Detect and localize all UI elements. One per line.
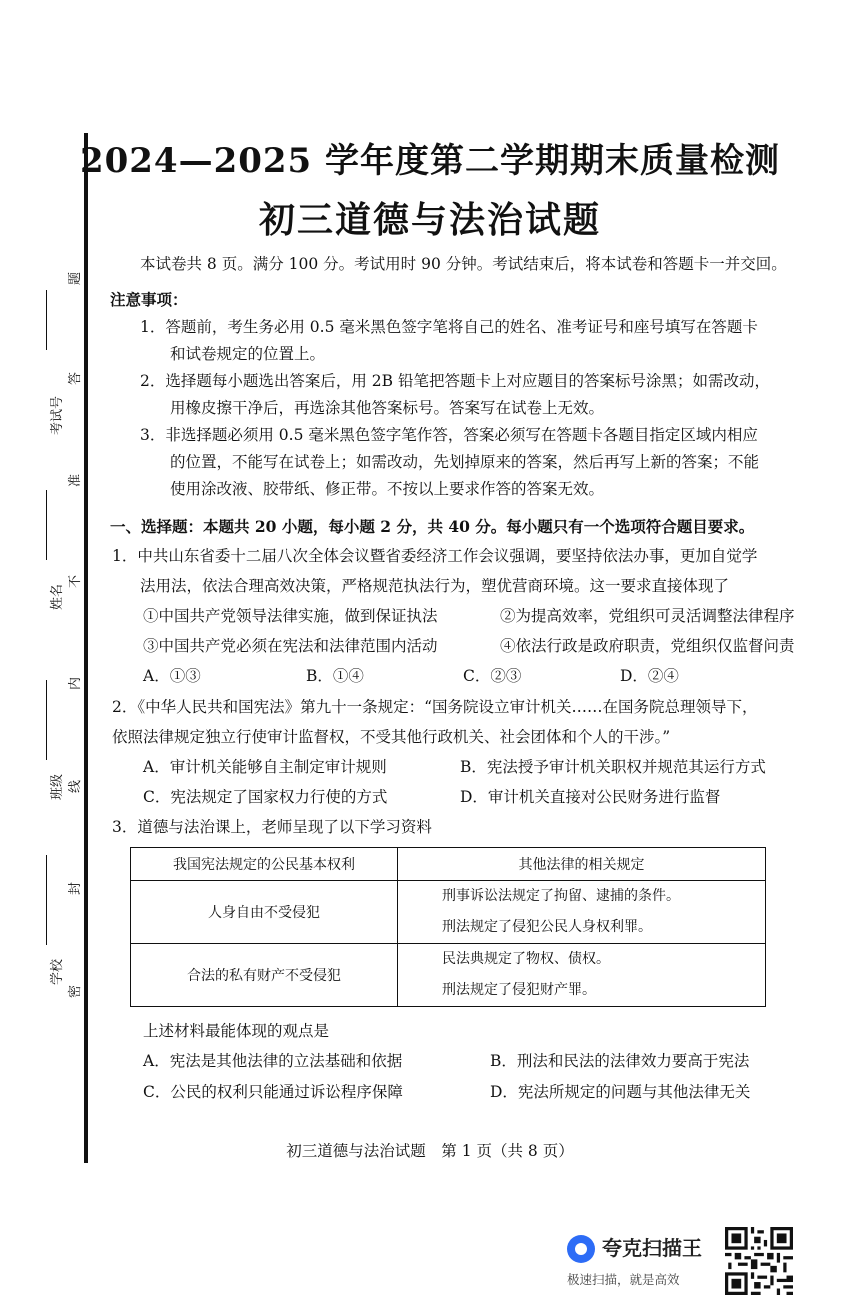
q3-stem: 3．道德与法治课上，老师呈现了以下学习资料: [112, 818, 432, 836]
q1-statement-4: ④依法行政是政府职责，党组织仅监督问责: [500, 637, 795, 655]
table-header-laws: 其他法律的相关规定: [398, 848, 766, 881]
q1-option-d: D．②④: [620, 667, 679, 685]
side-char-bu: 不: [68, 574, 83, 588]
note-1-line-1: 1．答题前，考生务必用 0.5 毫米黑色签字笔将自己的姓名、准考证号和座号填写在答题卡: [140, 318, 758, 336]
note-1-line-2: 和试卷规定的位置上。: [170, 345, 326, 363]
q2-option-b: B．宪法授予审计机关职权并规范其运行方式: [460, 758, 766, 776]
scanner-brand: 夸克扫描王: [602, 1236, 702, 1260]
table-cell-right-2: 合法的私有财产不受侵犯: [131, 944, 398, 1007]
table-cell-right-1: 人身自由不受侵犯: [131, 881, 398, 944]
underline-banji: [46, 680, 47, 760]
q1-stem-line-2: 法用法，依法合理高效决策，严格规范执法行为，塑优营商环境。这一要求直接体现了: [140, 577, 730, 595]
note-2-line-2: 用橡皮擦干净后，再选涂其他答案标号。答案写在试卷上无效。: [170, 399, 605, 417]
note-3-line-2: 的位置，不能写在试卷上；如需改动，先划掉原来的答案，然后再写上新的答案；不能: [170, 453, 760, 471]
q2-stem-line-2: 依照法律规定独立行使审计监督权，不受其他行政机关、社会团体和个人的干涉。”: [112, 728, 671, 746]
side-label-banji: 班级: [50, 773, 65, 800]
q3-material-table: [130, 847, 766, 1007]
qr-code-icon: [725, 1227, 793, 1295]
q2-option-d: D．审计机关直接对公民财务进行监督: [460, 788, 721, 806]
quark-logo-icon: [567, 1235, 595, 1263]
side-char-nei: 内: [68, 676, 83, 690]
q3-option-d: D．宪法所规定的问题与其他法律无关: [490, 1083, 751, 1101]
q1-statement-2: ②为提高效率，党组织可灵活调整法律程序: [500, 607, 795, 625]
note-2-line-1: 2．选择题每小题选出答案后，用 2B 铅笔把答题卡上对应题目的答案标号涂黑；如需改动，: [140, 372, 770, 390]
scanner-slogan: 极速扫描，就是高效: [567, 1272, 680, 1287]
table-cell-laws-1: [398, 881, 766, 944]
binding-line: [84, 133, 88, 1163]
q3-question: 上述材料最能体现的观点是: [143, 1022, 330, 1040]
q3-option-b: B．刑法和民法的法律效力要高于宪法: [490, 1052, 750, 1070]
q1-stem-line-1: 1．中共山东省委十二届八次全体会议暨省委经济工作会议强调，要坚持依法办事，更加自觉学: [112, 547, 758, 565]
note-3-line-3: 使用涂改液、胶带纸、修正带。不按以上要求作答的答案无效。: [170, 480, 605, 498]
q1-option-c: C．②③: [463, 667, 522, 685]
underline-xingming: [46, 490, 47, 560]
side-label-kaoshihao: 考试号: [50, 395, 65, 435]
table-cell-law-1b: 刑法规定了侵犯公民人身权利罪。: [442, 919, 652, 935]
table-row: [131, 944, 766, 1007]
table-row: [131, 881, 766, 944]
table-cell-law-1a: 刑事诉讼法规定了拘留、逮捕的条件。: [442, 888, 680, 904]
table-cell-laws-2: [398, 944, 766, 1007]
q2-stem-line-1: 2．《中华人民共和国宪法》第九十一条规定：“国务院设立审计机关……在国务院总理领导下，: [112, 698, 758, 716]
underline-xuexiao: [46, 855, 47, 945]
side-label-xingming: 姓名: [50, 583, 65, 610]
exam-subtitle: 初三道德与法治试题: [258, 199, 601, 241]
q2-option-a: A．审计机关能够自主制定审计规则: [143, 758, 387, 776]
side-char-feng: 封: [68, 881, 83, 895]
table-header-row: [131, 848, 766, 881]
side-char-xian: 线: [68, 779, 83, 793]
table-cell-law-2b: 刑法规定了侵犯财产罪。: [442, 982, 596, 998]
side-label-xuexiao: 学校: [50, 958, 65, 985]
underline-kaoshihao: [46, 290, 47, 350]
side-char-da: 答: [68, 371, 83, 385]
notes-heading: 注意事项：: [110, 290, 188, 309]
page-footer: 初三道德与法治试题 第 1 页（共 8 页）: [286, 1142, 574, 1160]
q3-option-a: A．宪法是其他法律的立法基础和依据: [143, 1052, 403, 1070]
q1-statement-1: ①中国共产党领导法律实施，做到保证执法: [143, 607, 438, 625]
side-char-mi: 密: [68, 984, 83, 998]
section-1-heading: 一、选择题：本题共 20 小题，每小题 2 分，共 40 分。每小题只有一个选项符合题目要求。: [110, 517, 755, 536]
exam-intro: 本试卷共 8 页。满分 100 分。考试用时 90 分钟。考试结束后，将本试卷和答题卡一并交回。: [140, 255, 787, 273]
q1-option-a: A．①③: [143, 667, 201, 685]
q2-option-c: C．宪法规定了国家权力行使的方式: [143, 788, 388, 806]
q1-statement-3: ③中国共产党必须在宪法和法律范围内活动: [143, 637, 438, 655]
note-3-line-1: 3．非选择题必须用 0.5 毫米黑色签字笔作答，答案必须写在答题卡各题目指定区域内相应: [140, 426, 758, 444]
q3-option-c: C．公民的权利只能通过诉讼程序保障: [143, 1083, 403, 1101]
exam-title: 2024—2025 学年度第二学期期末质量检测: [79, 141, 781, 181]
table-cell-law-2a: 民法典规定了物权、债权。: [442, 951, 610, 967]
table-header-rights: 我国宪法规定的公民基本权利: [131, 848, 398, 881]
q1-option-b: B．①④: [306, 667, 364, 685]
side-char-ti: 题: [68, 271, 83, 285]
side-char-zhun: 准: [68, 473, 83, 487]
